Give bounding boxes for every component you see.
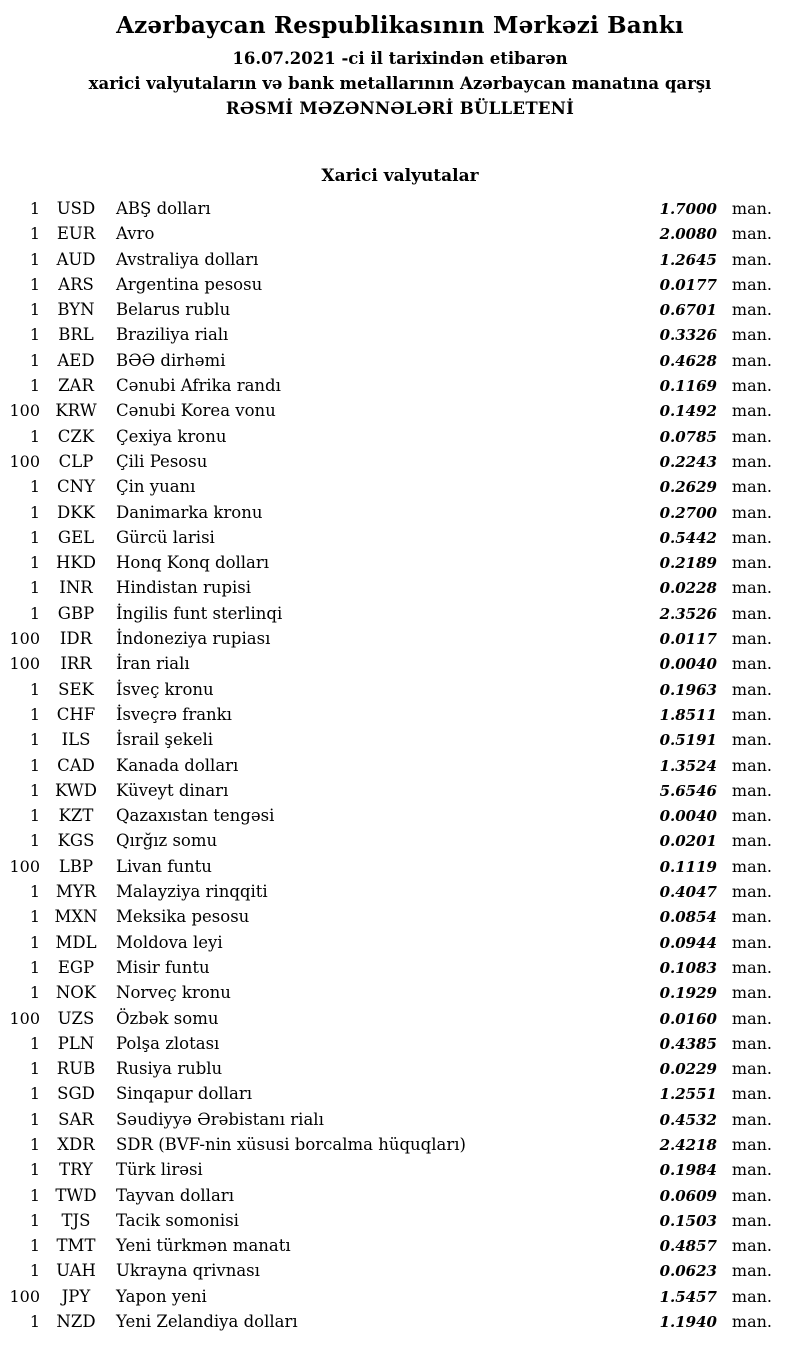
currency-name: Çili Pesosu xyxy=(116,451,208,471)
currency-code: AED xyxy=(57,350,95,370)
currency-code: PLN xyxy=(57,1033,95,1053)
rate-row xyxy=(0,601,772,626)
unit-label: man. xyxy=(731,300,772,320)
unit-label: man. xyxy=(731,1033,772,1053)
currency-quantity: 1 xyxy=(29,831,40,851)
currency-name: Yeni türkmən manatı xyxy=(116,1236,291,1256)
rate-value: 0.0785 xyxy=(659,427,717,446)
unit-label: man. xyxy=(731,1059,772,1079)
currency-code: CLP xyxy=(58,451,94,471)
rate-row xyxy=(0,373,772,398)
currency-name: Polşa zlotası xyxy=(116,1033,220,1053)
currency-name: Cənubi Afrika randı xyxy=(116,376,281,396)
currency-quantity: 1 xyxy=(29,603,40,623)
currency-code: EUR xyxy=(56,224,96,244)
page-title: Azərbaycan Respublikasının Mərkəzi Bankı xyxy=(116,12,684,39)
rate-value: 0.1963 xyxy=(659,680,717,699)
currency-quantity: 1 xyxy=(29,1312,40,1332)
currency-quantity: 1 xyxy=(29,426,40,446)
rate-value: 1.2645 xyxy=(659,250,717,269)
currency-name: Kanada dolları xyxy=(116,755,239,775)
unit-label: man. xyxy=(731,1008,772,1028)
currency-name: İsveçrə frankı xyxy=(116,704,232,724)
subtitle-line: xarici valyutaların və bank metallarının Azərbaycan manatına qarşı xyxy=(88,74,712,93)
rate-value: 0.0229 xyxy=(659,1060,717,1079)
unit-label: man. xyxy=(731,249,772,269)
unit-label: man. xyxy=(731,477,772,497)
rate-row xyxy=(0,1233,772,1258)
currency-quantity: 1 xyxy=(29,1084,40,1104)
rate-row xyxy=(0,1258,772,1283)
currency-quantity: 1 xyxy=(29,704,40,724)
currency-name: Norveç kronu xyxy=(116,983,231,1003)
currency-name: Cənubi Korea vonu xyxy=(116,401,276,421)
rate-row xyxy=(0,753,772,778)
currency-code: DKK xyxy=(57,502,95,522)
currency-name: İsrail şekeli xyxy=(116,730,214,750)
rate-row xyxy=(0,1284,772,1309)
currency-name: İndoneziya rupiası xyxy=(116,629,271,649)
unit-label: man. xyxy=(731,426,772,446)
rate-value: 0.5442 xyxy=(659,528,717,547)
unit-label: man. xyxy=(731,755,772,775)
unit-label: man. xyxy=(731,1160,772,1180)
currency-name: Livan funtu xyxy=(116,856,212,876)
currency-quantity: 1 xyxy=(29,1134,40,1154)
currency-name: İngilis funt sterlinqi xyxy=(116,603,283,623)
rate-value: 5.6546 xyxy=(659,781,717,800)
currency-code: ILS xyxy=(61,730,91,750)
currency-name: Küveyt dinarı xyxy=(116,780,229,800)
rate-value: 0.0228 xyxy=(659,579,717,598)
unit-label: man. xyxy=(731,199,772,218)
section-heading-foreign-currencies: Xarici valyutalar xyxy=(321,166,479,186)
currency-name: Danimarka kronu xyxy=(116,502,263,522)
unit-label: man. xyxy=(731,704,772,724)
currency-quantity: 1 xyxy=(29,300,40,320)
rate-row xyxy=(0,247,772,272)
rate-row xyxy=(0,828,772,853)
rate-row xyxy=(0,727,772,752)
unit-label: man. xyxy=(731,679,772,699)
currency-code: INR xyxy=(59,578,93,598)
rate-value: 0.4857 xyxy=(659,1237,717,1256)
rate-row xyxy=(0,803,772,828)
currency-code: MYR xyxy=(55,882,97,902)
currency-code: UAH xyxy=(56,1261,96,1281)
rate-value: 0.0944 xyxy=(659,933,717,952)
bulletin-header xyxy=(0,0,800,118)
currency-quantity: 1 xyxy=(29,755,40,775)
currency-name: Çexiya kronu xyxy=(116,426,227,446)
rate-value: 1.1940 xyxy=(659,1313,717,1332)
currency-name: Qazaxıstan tengəsi xyxy=(116,806,275,826)
currency-name: Meksika pesosu xyxy=(116,907,250,927)
currency-code: CHF xyxy=(56,704,96,724)
rate-row xyxy=(0,424,772,449)
currency-code: USD xyxy=(56,199,96,218)
currency-name: Rusiya rublu xyxy=(116,1059,223,1079)
rate-row xyxy=(0,1157,772,1182)
rate-value: 0.1169 xyxy=(659,377,717,396)
currency-name: Tacik somonisi xyxy=(116,1210,239,1230)
unit-label: man. xyxy=(731,654,772,674)
unit-label: man. xyxy=(731,376,772,396)
currency-name: Çin yuanı xyxy=(116,477,196,497)
unit-label: man. xyxy=(731,1210,772,1230)
rate-row xyxy=(0,1183,772,1208)
rate-row xyxy=(0,196,772,221)
currency-name: Braziliya rialı xyxy=(116,325,229,345)
rate-value: 0.5191 xyxy=(659,731,717,750)
unit-label: man. xyxy=(731,1134,772,1154)
currency-code: BRL xyxy=(58,325,94,345)
currency-name: Honq Konq dolları xyxy=(116,553,270,573)
rate-value: 0.0040 xyxy=(659,655,717,674)
rate-row xyxy=(0,348,772,373)
currency-code: BYN xyxy=(57,300,95,320)
rate-value: 0.2700 xyxy=(659,503,717,522)
rate-value: 2.0080 xyxy=(659,225,717,244)
rate-value: 1.5457 xyxy=(659,1287,717,1306)
rate-row xyxy=(0,297,772,322)
rate-value: 0.1119 xyxy=(659,857,717,876)
currency-name: İsveç kronu xyxy=(116,679,214,699)
rates-table xyxy=(0,196,800,1334)
unit-label: man. xyxy=(731,730,772,750)
currency-code: ZAR xyxy=(58,376,94,396)
currency-quantity: 1 xyxy=(29,274,40,294)
currency-name: Yapon yeni xyxy=(116,1286,207,1306)
rate-value: 0.4628 xyxy=(659,351,717,370)
currency-quantity: 1 xyxy=(29,907,40,927)
rate-value: 0.0177 xyxy=(659,275,717,294)
rate-value: 0.1984 xyxy=(659,1161,717,1180)
currency-name: ABŞ dolları xyxy=(116,199,211,218)
rate-row xyxy=(0,575,772,600)
rate-value: 0.6701 xyxy=(659,301,717,320)
currency-name: BƏƏ dirhəmi xyxy=(116,350,226,370)
currency-quantity: 1 xyxy=(29,1185,40,1205)
currency-quantity: 1 xyxy=(29,249,40,269)
currency-quantity: 1 xyxy=(29,199,40,218)
currency-quantity: 1 xyxy=(29,1236,40,1256)
rate-value: 1.3524 xyxy=(659,756,717,775)
currency-code: IDR xyxy=(59,629,93,649)
unit-label: man. xyxy=(731,629,772,649)
rate-value: 0.0117 xyxy=(659,630,717,649)
rate-value: 1.2551 xyxy=(659,1085,717,1104)
currency-quantity: 1 xyxy=(29,806,40,826)
rate-value: 0.0160 xyxy=(659,1009,717,1028)
rate-row xyxy=(0,854,772,879)
currency-quantity: 1 xyxy=(29,578,40,598)
unit-label: man. xyxy=(731,907,772,927)
currency-quantity: 1 xyxy=(29,224,40,244)
unit-label: man. xyxy=(731,780,772,800)
currency-name: Belarus rublu xyxy=(116,300,231,320)
currency-code: SGD xyxy=(57,1084,95,1104)
currency-code: EGP xyxy=(57,957,95,977)
currency-name: Türk lirəsi xyxy=(116,1160,203,1180)
unit-label: man. xyxy=(731,224,772,244)
currency-quantity: 100 xyxy=(9,1008,40,1028)
currency-name: Hindistan rupisi xyxy=(116,578,252,598)
rate-value: 0.2243 xyxy=(659,452,717,471)
currency-quantity: 1 xyxy=(29,1261,40,1281)
currency-quantity: 1 xyxy=(29,780,40,800)
currency-code: MXN xyxy=(54,907,98,927)
currency-name: İran rialı xyxy=(116,654,190,674)
rate-row xyxy=(0,1107,772,1132)
currency-quantity: 1 xyxy=(29,679,40,699)
currency-name: Malayziya rinqqiti xyxy=(116,882,268,902)
currency-code: TMT xyxy=(56,1236,96,1256)
unit-label: man. xyxy=(731,1236,772,1256)
rate-row xyxy=(0,1132,772,1157)
currency-quantity: 100 xyxy=(9,451,40,471)
rate-row xyxy=(0,702,772,727)
unit-label: man. xyxy=(731,527,772,547)
currency-code: LBP xyxy=(58,856,94,876)
currency-code: GBP xyxy=(57,603,95,623)
unit-label: man. xyxy=(731,856,772,876)
rate-value: 1.8511 xyxy=(659,705,717,724)
currency-name: Moldova leyi xyxy=(116,932,223,952)
currency-code: CNY xyxy=(57,477,95,497)
currency-quantity: 1 xyxy=(29,1059,40,1079)
rate-row xyxy=(0,904,772,929)
currency-code: ARS xyxy=(58,274,94,294)
currency-code: CAD xyxy=(57,755,95,775)
rate-row xyxy=(0,651,772,676)
currency-name: Avstraliya dolları xyxy=(116,249,259,269)
currency-code: UZS xyxy=(57,1008,95,1028)
rate-row xyxy=(0,626,772,651)
currency-quantity: 1 xyxy=(29,957,40,977)
rate-row xyxy=(0,449,772,474)
currency-quantity: 1 xyxy=(29,1160,40,1180)
currency-code: MDL xyxy=(55,932,97,952)
currency-name: Gürcü larisi xyxy=(116,527,215,547)
rate-row xyxy=(0,1031,772,1056)
currency-quantity: 1 xyxy=(29,1210,40,1230)
currency-quantity: 1 xyxy=(29,1033,40,1053)
effective-date-line: 16.07.2021 -ci il tarixindən etibarən xyxy=(232,49,568,68)
rate-row xyxy=(0,398,772,423)
currency-quantity: 100 xyxy=(9,856,40,876)
rate-row xyxy=(0,879,772,904)
currency-code: HKD xyxy=(56,553,96,573)
rate-value: 0.0623 xyxy=(659,1262,717,1281)
rate-row xyxy=(0,474,772,499)
currency-quantity: 1 xyxy=(29,1109,40,1129)
rate-value: 0.0040 xyxy=(659,807,717,826)
currency-code: KZT xyxy=(58,806,94,826)
rate-value: 2.4218 xyxy=(659,1135,717,1154)
currency-quantity: 100 xyxy=(9,1286,40,1306)
rate-row xyxy=(0,550,772,575)
rate-value: 0.0854 xyxy=(659,908,717,927)
currency-code: TWD xyxy=(55,1185,97,1205)
rate-value: 0.1492 xyxy=(659,402,717,421)
rate-row xyxy=(0,221,772,246)
currency-name: Ukrayna qrivnası xyxy=(116,1261,260,1281)
rate-value: 0.2189 xyxy=(659,554,717,573)
unit-label: man. xyxy=(731,1261,772,1281)
unit-label: man. xyxy=(731,957,772,977)
currency-name: Misir funtu xyxy=(116,957,210,977)
currency-quantity: 1 xyxy=(29,882,40,902)
rate-row xyxy=(0,1056,772,1081)
currency-code: TRY xyxy=(59,1160,93,1180)
unit-label: man. xyxy=(731,806,772,826)
currency-code: RUB xyxy=(56,1059,96,1079)
currency-quantity: 1 xyxy=(29,325,40,345)
currency-code: CZK xyxy=(57,426,95,446)
unit-label: man. xyxy=(731,578,772,598)
rate-value: 2.3526 xyxy=(659,604,717,623)
currency-code: KGS xyxy=(57,831,95,851)
currency-quantity: 100 xyxy=(9,654,40,674)
rate-value: 0.0609 xyxy=(659,1186,717,1205)
rate-row xyxy=(0,500,772,525)
currency-quantity: 1 xyxy=(29,553,40,573)
unit-label: man. xyxy=(731,401,772,421)
unit-label: man. xyxy=(731,1312,772,1332)
currency-name: Avro xyxy=(116,224,155,244)
rate-value: 0.4385 xyxy=(659,1034,717,1053)
unit-label: man. xyxy=(731,1286,772,1306)
rate-row xyxy=(0,1006,772,1031)
rate-row xyxy=(0,955,772,980)
currency-quantity: 1 xyxy=(29,350,40,370)
currency-name: SDR (BVF-nin xüsusi borcalma hüquqları) xyxy=(116,1134,466,1154)
currency-name: Argentina pesosu xyxy=(116,274,263,294)
rate-row xyxy=(0,677,772,702)
currency-code: AUD xyxy=(56,249,96,269)
unit-label: man. xyxy=(731,932,772,952)
unit-label: man. xyxy=(731,831,772,851)
currency-quantity: 1 xyxy=(29,730,40,750)
currency-code: NOK xyxy=(55,983,97,1003)
bulletin-title-line: RƏSMİ MƏZƏNNƏLƏRİ BÜLLETENİ xyxy=(225,99,575,118)
rate-value: 0.1929 xyxy=(659,984,717,1003)
currency-quantity: 1 xyxy=(29,983,40,1003)
unit-label: man. xyxy=(731,882,772,902)
rate-value: 0.3326 xyxy=(659,326,717,345)
currency-quantity: 100 xyxy=(9,401,40,421)
currency-code: NZD xyxy=(56,1312,96,1332)
currency-code: XDR xyxy=(57,1134,95,1154)
rate-value: 0.4047 xyxy=(659,883,717,902)
rate-row xyxy=(0,1309,772,1334)
currency-name: Özbək somu xyxy=(116,1008,219,1028)
currency-quantity: 100 xyxy=(9,629,40,649)
currency-code: IRR xyxy=(60,654,92,674)
currency-name: Yeni Zelandiya dolları xyxy=(116,1312,298,1332)
currency-quantity: 1 xyxy=(29,502,40,522)
currency-quantity: 1 xyxy=(29,477,40,497)
unit-label: man. xyxy=(731,1185,772,1205)
currency-quantity: 1 xyxy=(29,932,40,952)
currency-name: Səudiyyə Ərəbistanı rialı xyxy=(116,1109,324,1129)
currency-code: KRW xyxy=(55,401,97,421)
unit-label: man. xyxy=(731,502,772,522)
currency-name: Tayvan dolları xyxy=(116,1185,234,1205)
rate-value: 0.1503 xyxy=(659,1211,717,1230)
rate-row xyxy=(0,980,772,1005)
currency-code: SEK xyxy=(58,679,94,699)
currency-code: JPY xyxy=(61,1286,91,1306)
rate-value: 1.7000 xyxy=(659,200,717,218)
unit-label: man. xyxy=(731,1109,772,1129)
unit-label: man. xyxy=(731,983,772,1003)
rate-value: 0.2629 xyxy=(659,478,717,497)
currency-code: SAR xyxy=(58,1109,94,1129)
currency-code: TJS xyxy=(61,1210,91,1230)
rate-value: 0.1083 xyxy=(659,958,717,977)
rate-row xyxy=(0,930,772,955)
currency-code: KWD xyxy=(55,780,97,800)
currency-quantity: 1 xyxy=(29,376,40,396)
unit-label: man. xyxy=(731,603,772,623)
rate-row xyxy=(0,778,772,803)
currency-name: Sinqapur dolları xyxy=(116,1084,252,1104)
rate-row xyxy=(0,322,772,347)
rate-row xyxy=(0,525,772,550)
unit-label: man. xyxy=(731,1084,772,1104)
currency-code: GEL xyxy=(57,527,95,547)
unit-label: man. xyxy=(731,325,772,345)
rate-value: 0.0201 xyxy=(659,832,717,851)
rate-row xyxy=(0,1208,772,1233)
unit-label: man. xyxy=(731,274,772,294)
unit-label: man. xyxy=(731,350,772,370)
currency-quantity: 1 xyxy=(29,527,40,547)
rate-row xyxy=(0,1081,772,1106)
rate-row xyxy=(0,272,772,297)
unit-label: man. xyxy=(731,553,772,573)
unit-label: man. xyxy=(731,451,772,471)
rate-value: 0.4532 xyxy=(659,1110,717,1129)
currency-name: Qırğız somu xyxy=(116,831,218,851)
